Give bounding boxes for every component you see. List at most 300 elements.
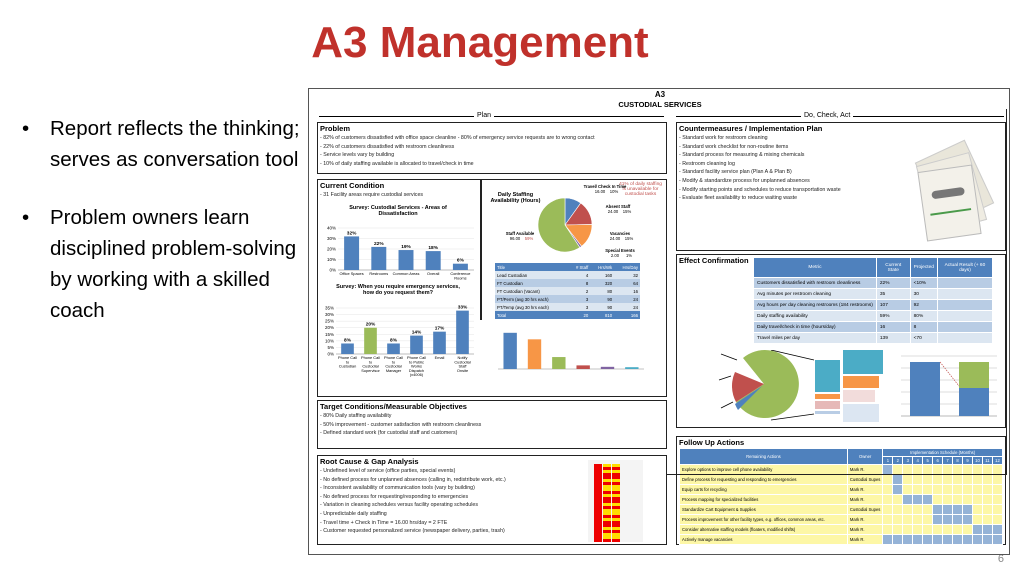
table-cell: <70 <box>910 333 937 344</box>
x-tick-label: Conference Rooms <box>450 271 471 281</box>
schedule-cell <box>992 525 1002 535</box>
x-tick-label: Phone Call to Custodial Manager <box>383 355 404 373</box>
table-cell: PT/Temp (avg 30 hrs each) <box>495 303 569 311</box>
bar <box>341 343 354 354</box>
bar <box>552 357 565 369</box>
schedule-cell <box>953 535 963 545</box>
effect-table-header: Projected <box>910 258 937 278</box>
bar <box>364 328 377 354</box>
schedule-cell <box>953 485 963 495</box>
text-line: - 31 Facility areas require custodial services <box>320 192 424 198</box>
table-cell: 92 <box>910 300 937 311</box>
table-cell: 139 <box>876 333 910 344</box>
schedule-cell <box>893 525 903 535</box>
text-line: - Defined standard work (for custodial staff and customers) <box>320 430 458 437</box>
text-line: - Variation in cleaning schedules versus facility operating schedules <box>320 502 479 509</box>
table-cell <box>937 333 992 344</box>
table-cell: 35 <box>876 289 910 300</box>
schedule-cell <box>913 485 923 495</box>
x-tick-label: Phone Call to Custodian <box>337 355 358 369</box>
schedule-cell <box>923 475 933 485</box>
schedule-cell <box>923 505 933 515</box>
table-row <box>680 465 1003 475</box>
month-header: 9 <box>963 457 973 465</box>
schedule-cell <box>903 505 913 515</box>
text-line: - No defined process for requesting/responding to emergencies <box>320 493 469 500</box>
survey1-chart <box>318 220 478 282</box>
schedule-cell <box>992 485 1002 495</box>
effect-table-header: Metric <box>754 258 877 278</box>
page-number: 6 <box>997 553 1004 565</box>
schedule-cell <box>992 465 1002 475</box>
table-cell: Customers dissatisfied with restroom cleanliness <box>754 278 877 289</box>
problem-section <box>317 122 667 174</box>
pie-slice-value: 2.00 <box>610 253 620 258</box>
text-line: - Modify starting points and schedules to reduce transportation waste <box>679 186 841 193</box>
y-tick-label: 30% <box>324 312 334 318</box>
effect-table-header: Actual Result (+ 60 days) <box>937 258 992 278</box>
a3-report <box>308 88 1010 555</box>
table-cell: 16 <box>614 287 640 295</box>
effect-table <box>753 257 993 344</box>
action-cell: Define process for requesting and responding to emergencies <box>680 475 848 485</box>
text-line: - Standard process for measuring & mixing chemicals <box>679 152 805 159</box>
schedule-cell <box>903 525 913 535</box>
schedule-cell <box>943 505 953 515</box>
y-tick-label: 20% <box>326 246 336 252</box>
month-header: 12 <box>992 457 1002 465</box>
table-cell: 90 <box>590 303 614 311</box>
table-cell: 80% <box>910 311 937 322</box>
text-line: - 82% of customers dissatisfied with office space cleanline - 80% of emergency service requests are to wrong contact <box>320 135 595 141</box>
text-line: - Standard work checklist for non-routine items <box>679 143 789 150</box>
bar <box>410 336 423 354</box>
y-tick-label: 35% <box>324 305 334 311</box>
schedule-cell <box>933 535 943 545</box>
pie-slice-value: 24.00 <box>609 236 621 241</box>
schedule-cell <box>992 475 1002 485</box>
schedule-cell <box>893 495 903 505</box>
table-cell: 80 <box>590 287 614 295</box>
schedule-cell <box>923 485 933 495</box>
schedule-cell <box>893 515 903 525</box>
schedule-cell <box>933 495 943 505</box>
table-cell: 160 <box>590 271 614 279</box>
standard-work-cards-photo <box>912 143 992 243</box>
schedule-cell <box>963 505 973 515</box>
target-section <box>317 400 667 449</box>
schedule-cell <box>943 495 953 505</box>
table-cell <box>937 300 992 311</box>
schedule-cell <box>953 525 963 535</box>
action-cell: Standardize Cart Equipment & Supplies <box>680 505 848 515</box>
month-header: 2 <box>893 457 903 465</box>
table-row <box>495 303 640 311</box>
schedule-cell <box>933 505 943 515</box>
schedule-cell <box>893 485 903 495</box>
schedule-cell <box>972 505 982 515</box>
table-cell: 810 <box>590 311 614 319</box>
x-tick-label: Restrooms <box>369 271 389 276</box>
schedule-cell <box>972 475 982 485</box>
schedule-cell <box>923 535 933 545</box>
effect-title: Effect Confirmation <box>679 256 749 265</box>
table-cell: 3 <box>569 303 591 311</box>
schedule-cell <box>963 515 973 525</box>
bullet-item: • Report reflects the thinking; serves as conversation tool <box>22 113 307 175</box>
col-schedule: Implementation Schedule (Months) <box>883 449 1003 457</box>
bar <box>625 367 638 369</box>
effect-confirmation-section <box>676 254 1006 428</box>
action-cell: Consider alternative staffing models (floaters, modified shifts) <box>680 525 848 535</box>
schedule-cell <box>963 475 973 485</box>
table-total-row <box>495 311 640 319</box>
month-header: 3 <box>903 457 913 465</box>
text-line: - Standard work for restroom cleaning <box>679 135 768 141</box>
effect-charts <box>707 350 1007 425</box>
schedule-cell <box>992 535 1002 545</box>
pie-slice-value: 96.00 <box>509 236 521 241</box>
follow-up-table <box>679 448 1003 545</box>
y-tick-label: 30% <box>326 236 336 241</box>
data-label: 17% <box>434 326 445 332</box>
staffing-pie-chart <box>480 180 665 262</box>
dca-label: Do, Check, Act <box>801 112 853 119</box>
action-cell: Equip carts for recycling <box>680 485 848 495</box>
schedule-cell <box>903 495 913 505</box>
month-header: 1 <box>883 457 893 465</box>
table-row <box>680 495 1003 505</box>
table-cell: 107 <box>876 300 910 311</box>
schedule-cell <box>933 485 943 495</box>
schedule-cell <box>972 515 982 525</box>
schedule-cell <box>992 515 1002 525</box>
schedule-cell <box>972 485 982 495</box>
x-tick-label: Email <box>434 355 445 360</box>
target-lines <box>318 412 666 438</box>
schedule-cell <box>913 475 923 485</box>
staff-table-header: Hrs/Day <box>614 263 640 271</box>
staffing-title: Daily Staffing Availability (Hours) <box>490 192 541 204</box>
staff-table <box>495 263 640 319</box>
col-remaining-actions: Remaining Actions <box>680 449 848 465</box>
y-tick-label: 25% <box>324 318 334 324</box>
text-line: - No defined process for unplanned absences (calling in, redistribute work, etc.) <box>320 476 506 483</box>
x-tick-label: Overall <box>427 271 440 276</box>
text-line: - Service levels vary by building <box>320 152 395 159</box>
heatmap-cell <box>612 539 620 542</box>
y-tick-label: 5% <box>327 344 334 350</box>
schedule-cell <box>943 535 953 545</box>
month-header: 7 <box>943 457 953 465</box>
table-row <box>754 322 993 333</box>
schedule-cell <box>943 525 953 535</box>
owner-cell: Mark R. <box>847 515 883 525</box>
schedule-cell <box>883 465 893 475</box>
col-owner: Owner <box>847 449 883 465</box>
countermeasures-section <box>676 122 1006 251</box>
schedule-cell <box>923 465 933 475</box>
bar <box>528 339 541 369</box>
target-title: Target Conditions/Measurable Objectives <box>320 402 467 411</box>
table-cell: Travel miles per day <box>754 333 877 344</box>
table-cell: Avg minutes per restroom cleaning <box>754 289 877 300</box>
table-row <box>680 475 1003 485</box>
month-header: 8 <box>953 457 963 465</box>
bullet-item: • Problem owners learn disciplined problem-solving by working with a skilled coach <box>22 202 307 326</box>
current-condition-section <box>317 179 667 397</box>
schedule-cell <box>953 515 963 525</box>
schedule-cell <box>933 515 943 525</box>
schedule-cell <box>943 465 953 475</box>
table-cell: Daily travel/check in time (hours/day) <box>754 322 877 333</box>
schedule-cell <box>963 535 973 545</box>
text-line: - Standard facility service plan (Plan A & Plan B) <box>679 169 792 176</box>
table-cell: 2 <box>569 287 591 295</box>
staff-table-header: Hrs/Wk <box>590 263 614 271</box>
schedule-cell <box>953 505 963 515</box>
x-tick-label: Office Spaces <box>339 271 364 276</box>
data-label: 6% <box>456 258 464 264</box>
schedule-cell <box>913 465 923 475</box>
bar <box>453 264 468 270</box>
schedule-cell <box>933 465 943 475</box>
owner-cell: Custodial Supes <box>847 475 883 485</box>
flow-connector <box>667 474 1007 475</box>
schedule-cell <box>883 535 893 545</box>
pie-slice-percent: 10% <box>609 189 619 194</box>
y-tick-label: 10% <box>326 257 336 262</box>
schedule-cell <box>913 505 923 515</box>
schedule-cell <box>972 525 982 535</box>
table-row <box>495 295 640 303</box>
schedule-cell <box>913 515 923 525</box>
schedule-cell <box>943 485 953 495</box>
table-cell <box>937 289 992 300</box>
table-cell <box>937 322 992 333</box>
text-line: - 10% of daily staffing available is allocated to travel/check in time <box>320 160 474 167</box>
table-cell: Lead Custodian <box>495 271 569 279</box>
schedule-cell <box>923 525 933 535</box>
bar <box>344 236 359 270</box>
effect-table-header: Current State <box>876 258 910 278</box>
table-row <box>754 289 993 300</box>
schedule-cell <box>972 535 982 545</box>
table-row <box>680 485 1003 495</box>
staff-table-header: Title <box>495 263 569 271</box>
month-header: 4 <box>913 457 923 465</box>
bar <box>601 367 614 369</box>
month-header: 6 <box>933 457 943 465</box>
table-cell: 8 <box>910 322 937 333</box>
data-label: 14% <box>411 330 422 336</box>
schedule-cell <box>903 475 913 485</box>
pie-slice-percent: 1% <box>625 253 633 258</box>
text-line: - 80% Daily staffing availability <box>320 413 392 419</box>
table-cell: FT Custodian <box>495 279 569 287</box>
table-cell: 16 <box>876 322 910 333</box>
unlabeled-bar-chart <box>488 328 648 373</box>
table-cell: 320 <box>590 279 614 287</box>
table-cell: 22% <box>876 278 910 289</box>
data-label: 20% <box>365 322 376 328</box>
heatmap-cell <box>603 539 611 542</box>
bar <box>456 311 469 354</box>
staff-table-header: # Staff <box>569 263 591 271</box>
data-label: 33% <box>457 305 468 311</box>
text-line: - 50% improvement - customer satisfaction with restroom cleanliness <box>320 421 482 428</box>
bar <box>503 333 516 369</box>
text-line: - Undefined level of service (office parties, special events) <box>320 468 456 474</box>
schedule-cell <box>953 465 963 475</box>
x-tick-label: Phone Call to Public Works Dispatch (x4006) <box>406 355 427 378</box>
schedule-cell <box>893 505 903 515</box>
dca-arrow <box>676 112 1004 119</box>
text-line: - Modify & standardize process for unplanned absences <box>679 177 810 184</box>
bar <box>576 365 589 369</box>
schedule-cell <box>982 505 992 515</box>
schedule-cell <box>903 515 913 525</box>
problem-lines <box>318 134 666 168</box>
table-cell: FT Custodian (Vacant) <box>495 287 569 295</box>
pie-slice-label: Absent Staff <box>605 204 631 209</box>
pie-slice-label: Staff Available <box>505 231 535 236</box>
y-tick-label: 10% <box>324 338 334 344</box>
table-cell: 166 <box>614 311 640 319</box>
owner-cell: Mark R. <box>847 485 883 495</box>
schedule-cell <box>972 495 982 505</box>
y-tick-label: 15% <box>324 331 334 337</box>
text-line: - Evaluate fleet availability to reduce waiting waste <box>679 195 798 202</box>
countermeasures-title: Countermeasures / Implementation Plan <box>679 124 823 133</box>
table-row <box>754 333 993 344</box>
schedule-cell <box>963 525 973 535</box>
schedule-cell <box>913 495 923 505</box>
flow-connector <box>1006 109 1007 474</box>
month-header: 11 <box>982 457 992 465</box>
y-tick-label: 40% <box>326 225 336 231</box>
schedule-cell <box>883 505 893 515</box>
schedule-cell <box>992 495 1002 505</box>
pie-slice-label: Vacancies <box>609 231 631 236</box>
table-cell: Total <box>495 311 569 319</box>
table-cell: PT/Perm (avg 30 hrs each) <box>495 295 569 303</box>
survey2-chart <box>318 298 478 394</box>
follow-up-section <box>676 436 1006 545</box>
follow-up-title: Follow Up Actions <box>679 438 745 447</box>
x-tick-label: Phone Call to Custodial Supervisor <box>360 355 381 373</box>
schedule-cell <box>883 515 893 525</box>
table-cell: Daily staffing availability <box>754 311 877 322</box>
table-cell <box>937 278 992 289</box>
slide-bullets <box>22 113 307 353</box>
schedule-cell <box>883 525 893 535</box>
text-line: - Inconsistent availability of communication tools (vary by building) <box>320 485 475 492</box>
schedule-cell <box>883 495 893 505</box>
y-tick-label: 0% <box>329 267 336 273</box>
schedule-cell <box>923 515 933 525</box>
a3-subheader: CUSTODIAL SERVICES <box>618 100 702 109</box>
owner-cell: Custodial Supes <box>847 505 883 515</box>
schedule-cell <box>972 465 982 475</box>
table-cell: 32 <box>614 271 640 279</box>
x-tick-label: Common Areas <box>392 271 420 276</box>
schedule-cell <box>883 475 893 485</box>
data-label: 8% <box>344 338 351 344</box>
schedule-cell <box>943 475 953 485</box>
plan-label: Plan <box>474 112 494 119</box>
pie-slice-label: Special Events <box>605 248 635 253</box>
action-cell: Process mapping for specialized facilities <box>680 495 848 505</box>
schedule-cell <box>883 485 893 495</box>
text-line: - Customer requested personalized service (newspaper delivery, parties, trash) <box>320 528 505 535</box>
action-cell: Explore options to improve cell phone availability <box>680 465 848 475</box>
schedule-cell <box>933 475 943 485</box>
schedule-cell <box>893 475 903 485</box>
schedule-cell <box>992 505 1002 515</box>
schedule-cell <box>982 465 992 475</box>
table-cell <box>937 311 992 322</box>
owner-cell: Mark R. <box>847 495 883 505</box>
table-row <box>495 271 640 279</box>
table-row <box>754 300 993 311</box>
current-condition-title: Current Condition <box>320 181 385 190</box>
table-cell: 4 <box>569 271 591 279</box>
schedule-cell <box>903 485 913 495</box>
table-cell: 8 <box>569 279 591 287</box>
survey1-title: Survey: Custodial Services - Areas of Dissatisfaction <box>349 205 447 217</box>
table-row <box>680 525 1003 535</box>
schedule-cell <box>903 465 913 475</box>
text-line: - Travel time + Check in Time = 16.00 hrs/day = 2 FTE <box>320 519 448 526</box>
action-cell: Actively manage vacancies <box>680 535 848 545</box>
schedule-cell <box>943 515 953 525</box>
schedule-cell <box>982 475 992 485</box>
pie-slice-value: 16.00 <box>594 189 606 194</box>
schedule-cell <box>982 495 992 505</box>
x-tick-label: Notify Custodial Staff Onsite <box>454 355 471 373</box>
table-cell: <10% <box>910 278 937 289</box>
table-cell: 59% <box>876 311 910 322</box>
schedule-cell <box>982 485 992 495</box>
schedule-cell <box>903 535 913 545</box>
text-line: - Restroom cleaning log <box>679 160 735 167</box>
schedule-cell <box>963 485 973 495</box>
action-cell: Process improvement for other facility types, e.g. offices, common areas, etc. <box>680 515 848 525</box>
schedule-cell <box>893 465 903 475</box>
a3-header: A3 <box>654 90 666 99</box>
bar <box>426 251 441 270</box>
pie-slice-value: 24.00 <box>607 209 619 214</box>
bar <box>399 250 414 270</box>
table-cell: 30 <box>910 289 937 300</box>
y-tick-label: 0% <box>327 351 334 357</box>
schedule-cell <box>923 495 933 505</box>
table-row <box>495 287 640 295</box>
table-row <box>680 505 1003 515</box>
month-header: 10 <box>972 457 982 465</box>
schedule-cell <box>963 495 973 505</box>
slide-title: A3 Management <box>311 18 649 67</box>
data-label: 18% <box>428 246 439 252</box>
schedule-cell <box>893 535 903 545</box>
table-cell: 24 <box>614 295 640 303</box>
pie-slice-label: Travel/ Check In Time <box>583 184 627 189</box>
pie-slice-percent: 59% <box>524 236 534 241</box>
problem-title: Problem <box>320 124 351 133</box>
table-cell: 20 <box>569 311 591 319</box>
staffing-note: 41% of daily staffing is unavailable for custodial tasks <box>619 182 662 197</box>
